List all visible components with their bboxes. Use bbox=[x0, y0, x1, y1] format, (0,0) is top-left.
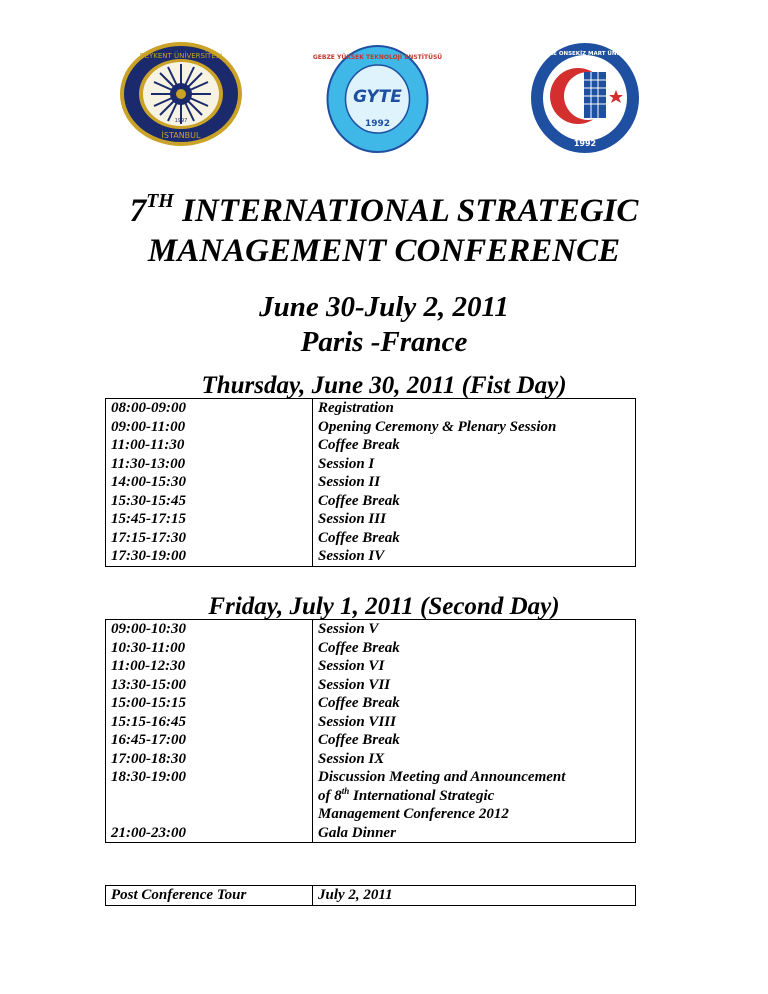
event-text: Coffee Break bbox=[318, 695, 400, 711]
time-text: 11:00-11:30 bbox=[111, 437, 185, 453]
time-text: 15:00-15:15 bbox=[111, 695, 186, 711]
discussion-line-2-post: International Strategic bbox=[349, 787, 495, 804]
discussion-line-2 bbox=[318, 787, 635, 806]
event-text: Session V bbox=[318, 621, 379, 637]
discussion-line-2-pre: of 8 bbox=[318, 787, 342, 804]
day-2-schedule-table bbox=[105, 619, 636, 843]
beykent-ring-text: BEYKENT ÜNİVERSİTESİ bbox=[139, 52, 223, 60]
event-text: Session III bbox=[318, 511, 386, 527]
time-text: 09:00-11:00 bbox=[111, 418, 186, 435]
time-text: 15:45-17:15 bbox=[111, 511, 186, 527]
conference-dates: June 30-July 2, 2011 bbox=[259, 291, 509, 323]
conference-title-line-1 bbox=[0, 192, 768, 230]
beykent-year: 1997 bbox=[174, 118, 188, 124]
table-row bbox=[106, 399, 636, 567]
time-text: 15:30-15:45 bbox=[111, 492, 186, 509]
post-date-cell: July 2, 2011 bbox=[313, 886, 636, 906]
time-text: 16:45-17:00 bbox=[111, 732, 186, 748]
beykent-city-text: İSTANBUL bbox=[161, 131, 201, 140]
time-text: 11:00-12:30 bbox=[111, 658, 186, 674]
event-text: Session VIII bbox=[318, 713, 396, 730]
time-cell bbox=[106, 399, 313, 567]
edition-suffix: TH bbox=[146, 190, 174, 212]
edition-number: 7 bbox=[129, 193, 147, 229]
event-text: Session IV bbox=[318, 548, 385, 564]
conference-title-line-2: MANAGEMENT CONFERENCE bbox=[147, 233, 621, 269]
day-1-schedule-table bbox=[105, 398, 636, 567]
title-line-1-text: INTERNATIONAL STRATEGIC bbox=[173, 193, 639, 229]
day-1-heading: Thursday, June 30, 2011 (Fist Day) bbox=[201, 372, 567, 399]
table-row bbox=[106, 886, 636, 906]
event-text: Session I bbox=[318, 455, 375, 472]
event-text: Session VII bbox=[318, 676, 391, 693]
time-text: 08:00-09:00 bbox=[111, 400, 186, 416]
event-text: Coffee Break bbox=[318, 437, 400, 453]
event-text: Opening Ceremony & Plenary Session bbox=[318, 418, 557, 435]
discussion-line-3: Management Conference 2012 bbox=[318, 806, 509, 822]
time-text: 10:30-11:00 bbox=[111, 639, 186, 656]
event-cell bbox=[313, 399, 636, 567]
event-text: Coffee Break bbox=[318, 492, 400, 509]
event-text: Session II bbox=[318, 474, 381, 490]
discussion-line-2-sup: th bbox=[341, 785, 350, 796]
event-text: Session VI bbox=[318, 658, 385, 674]
event-text: Coffee Break bbox=[318, 732, 400, 748]
time-text: 14:00-15:30 bbox=[111, 474, 186, 490]
time-text: 11:30-13:00 bbox=[111, 455, 186, 472]
time-text: 18:30-19:00 bbox=[111, 769, 186, 785]
event-text: Session IX bbox=[318, 750, 385, 767]
event-text: Gala Dinner bbox=[318, 824, 396, 841]
event-text: Registration bbox=[318, 400, 394, 416]
beykent-university-logo bbox=[118, 40, 244, 148]
conference-location: Paris -France bbox=[300, 326, 468, 358]
gyte-year: 1992 bbox=[364, 119, 391, 129]
event-cell bbox=[313, 620, 636, 843]
event-text: Coffee Break bbox=[318, 639, 400, 656]
table-row bbox=[106, 620, 636, 843]
discussion-line-1: Discussion Meeting and Announcement bbox=[318, 769, 566, 785]
gyte-ring-text: GEBZE YÜKSEK TEKNOLOJİ ENSTİTÜSÜ bbox=[312, 54, 443, 61]
time-text: 15:15-16:45 bbox=[111, 713, 186, 730]
post-label-cell: Post Conference Tour bbox=[106, 886, 313, 906]
canakkale-ring-text: ÇANAKKALE ONSEKİZ MART ÜNİVERSİTESİ bbox=[519, 51, 651, 57]
gyte-logo bbox=[312, 44, 443, 154]
post-conference-table bbox=[105, 885, 636, 906]
time-text: 17:30-19:00 bbox=[111, 548, 186, 564]
gyte-center-text: GYTE bbox=[353, 87, 402, 107]
time-cell bbox=[106, 620, 313, 843]
event-text: Coffee Break bbox=[318, 529, 400, 546]
day-2-heading: Friday, July 1, 2011 (Second Day) bbox=[208, 593, 560, 620]
canakkale-university-logo bbox=[519, 42, 651, 154]
time-text: 21:00-23:00 bbox=[111, 824, 186, 841]
time-text: 17:00-18:30 bbox=[111, 750, 186, 767]
time-text: 09:00-10:30 bbox=[111, 621, 186, 637]
canakkale-year: 1992 bbox=[573, 139, 597, 148]
time-text: 13:30-15:00 bbox=[111, 676, 186, 693]
time-text: 17:15-17:30 bbox=[111, 529, 186, 546]
